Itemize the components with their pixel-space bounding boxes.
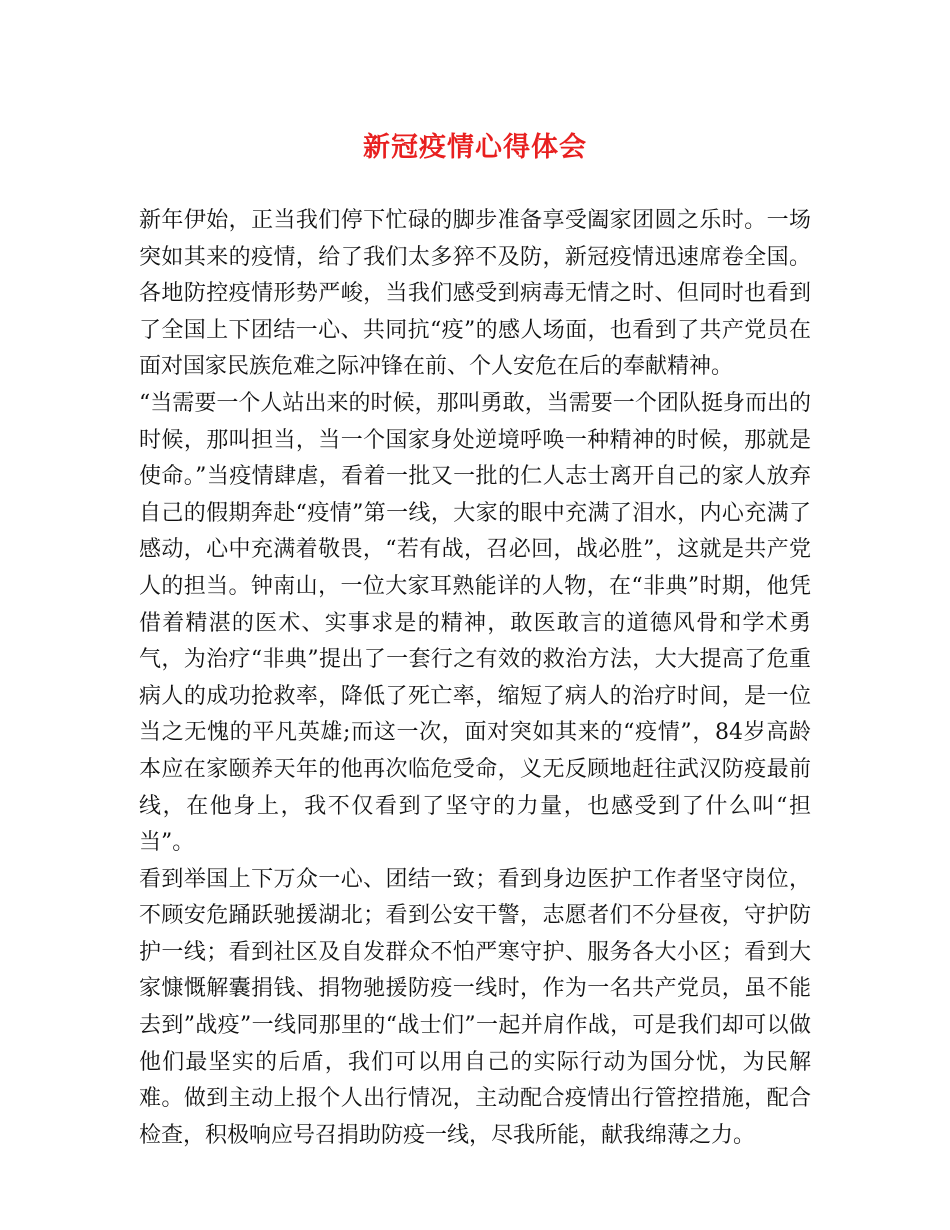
paragraph-1: 新年伊始，正当我们停下忙碌的脚步准备享受阖家团圆之乐时。一场突如其来的疫情，给了我们太多猝不及防，新冠疫情迅速席卷全国。各地防控疫情形势严峻，当我们感受到病毒无情之时、但同时也看到了全国上下团结一心、共同抗“疫”的感人场面，也看到了共产党员在面对国家民族危难之际冲锋在前、个人安危在后的奉献精神。 — [139, 208, 811, 380]
document-body — [139, 203, 811, 1154]
document-title: 新冠疫情心得体会 — [363, 132, 587, 163]
paragraph-2: “当需要一个人站出来的时候，那叫勇敢，当需要一个团队挺身而出的时候，那叫担当，当一个国家身处逆境呼唤一种精神的时候，那就是使命。”当疫情肆虐，看着一批又一批的仁人志士离开自己的家人放弃自己的假期奔赴“疫情”第一线，大家的眼中充满了泪水，内心充满了感动，心中充满着敬畏，“若有战，召必回，战必胜”，这就是共产党人的担当。钟南山，一位大家耳熟能详的人物，在“非典”时期，他凭借着精湛的医术、实事求是的精神，敢医敢言的道德风骨和学术勇气，为治疗“非典”提出了一套行之有效的救治方法，大大提高了危重病人的成功抢救率，降低了死亡率，缩短了病人的治疗时间，是一位当之无愧的平凡英雄;而这一次，面对突如其来的“疫情”，84岁高龄本应在家颐养天年的他再次临危受命，义无反顾地赶往武汉防疫最前线，在他身上，我不仅看到了坚守的力量，也感受到了什么叫“担当”。 — [139, 390, 811, 856]
paragraph-3: 看到举国上下万众一心、团结一致；看到身边医护工作者坚守岗位，不顾安危踊跃驰援湖北；看到公安干警，志愿者们不分昼夜，守护防护一线；看到社区及自发群众不怕严寒守护、服务各大小区；看到大家慷慨解囊捐钱、捐物驰援防疫一线时，作为一名共产党员，虽不能去到”战疫”一线同那里的“战士们”一起并肩作战，可是我们却可以做他们最坚实的后盾，我们可以用自己的实际行动为国分忧，为民解难。做到主动上报个人出行情况，主动配合疫情出行管控措施，配合检查，积极响应号召捐助防疫一线，尽我所能，献我绵薄之力。 — [139, 866, 811, 1148]
